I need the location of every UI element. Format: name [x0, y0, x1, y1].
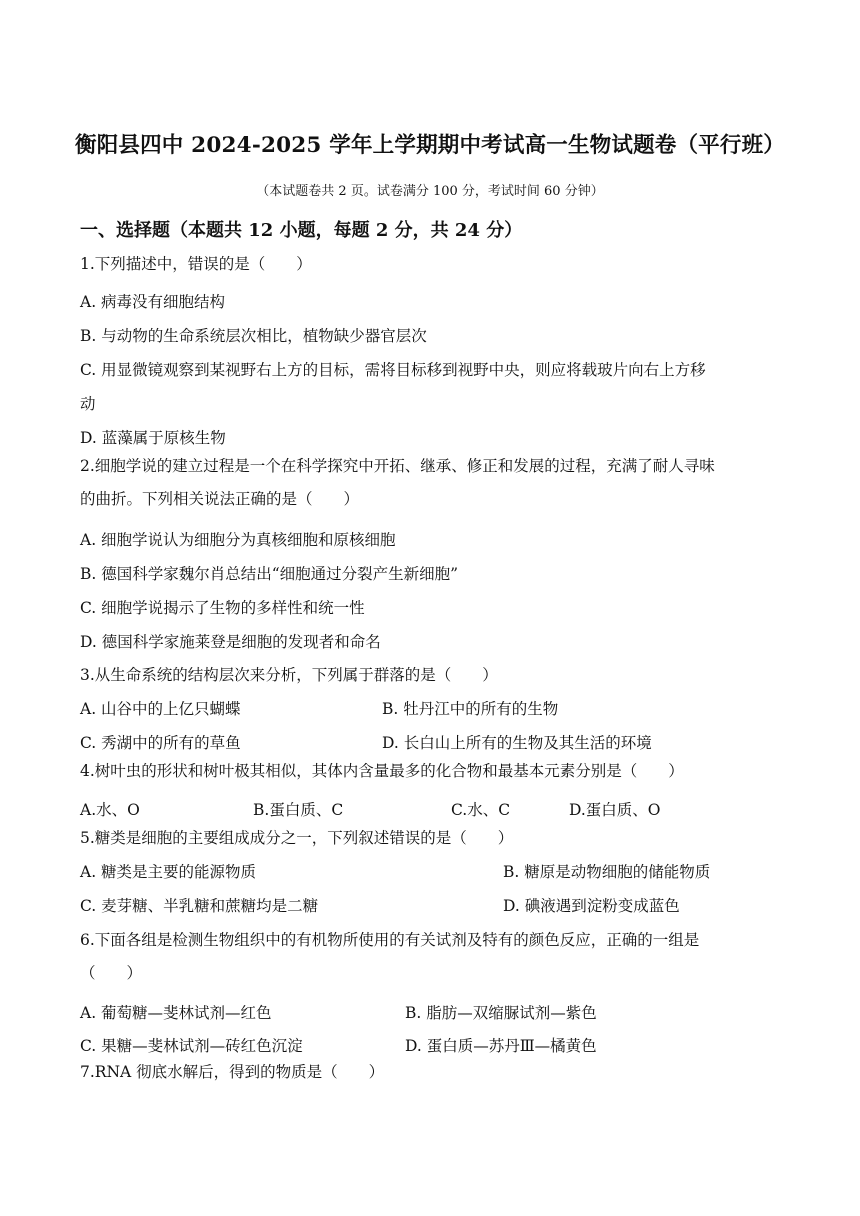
q6-option-a: A. 葡萄糖—斐林试剂—红色 — [80, 1004, 272, 1022]
q1-stem: 1.下列描述中，错误的是（ ） — [80, 255, 312, 273]
q1-option-c-cont: 动 — [80, 395, 96, 413]
q5-option-d: D. 碘液遇到淀粉变成蓝色 — [503, 897, 680, 915]
q6-option-c: C. 果糖—斐林试剂—砖红色沉淀 — [80, 1037, 303, 1055]
q1-option-d: D. 蓝藻属于原核生物 — [80, 429, 226, 447]
q3-option-d: D. 长白山上所有的生物及其生活的环境 — [382, 734, 652, 752]
q2-option-d: D. 德国科学家施莱登是细胞的发现者和命名 — [80, 633, 381, 651]
q3-option-c: C. 秀湖中的所有的草鱼 — [80, 734, 241, 752]
q1-option-b: B. 与动物的生命系统层次相比，植物缺少器官层次 — [80, 327, 427, 345]
q2-option-b: B. 德国科学家魏尔肖总结出“细胞通过分裂产生新细胞” — [80, 565, 459, 583]
q2-option-c: C. 细胞学说揭示了生物的多样性和统一性 — [80, 599, 365, 617]
q2-option-a: A. 细胞学说认为细胞分为真核细胞和原核细胞 — [80, 531, 396, 549]
q3-option-b: B. 牡丹江中的所有的生物 — [382, 700, 559, 718]
q4-option-b: B.蛋白质、C — [253, 801, 344, 819]
q2-stem-cont: 的曲折。下列相关说法正确的是（ ） — [80, 490, 360, 508]
q2-stem: 2.细胞学说的建立过程是一个在科学探究中开拓、继承、修正和发展的过程，充满了耐人寻味 — [80, 457, 715, 475]
q4-stem: 4.树叶虫的形状和树叶极其相似，其体内含量最多的化合物和最基本元素分别是（ ） — [80, 762, 684, 780]
q5-option-a: A. 糖类是主要的能源物质 — [80, 863, 257, 881]
q6-stem: 6.下面各组是检测生物组织中的有机物所使用的有关试剂及特有的颜色反应，正确的一组是 — [80, 931, 700, 949]
q6-stem-cont: （ ） — [80, 964, 143, 982]
q6-option-d: D. 蛋白质—苏丹Ⅲ—橘黄色 — [405, 1037, 597, 1055]
q3-option-a: A. 山谷中的上亿只蝴蝶 — [80, 700, 241, 718]
q5-option-b: B. 糖原是动物细胞的储能物质 — [503, 863, 711, 881]
exam-title: 衡阳县四中 2024-2025 学年上学期期中考试高一生物试题卷（平行班） — [75, 133, 785, 158]
q1-option-c: C. 用显微镜观察到某视野右上方的目标，需将目标移到视野中央，则应将载玻片向右上方移 — [80, 361, 706, 379]
q4-option-a: A.水、O — [80, 801, 140, 819]
q5-stem: 5.糖类是细胞的主要组成成分之一，下列叙述错误的是（ ） — [80, 829, 514, 847]
exam-subtitle: （本试题卷共 2 页。试卷满分 100 分，考试时间 60 分钟） — [256, 184, 604, 199]
section-heading: 一、选择题（本题共 12 小题，每题 2 分，共 24 分） — [80, 220, 523, 241]
q5-option-c: C. 麦芽糖、半乳糖和蔗糖均是二糖 — [80, 897, 319, 915]
q6-option-b: B. 脂肪—双缩脲试剂—紫色 — [405, 1004, 597, 1022]
q1-option-a: A. 病毒没有细胞结构 — [80, 293, 226, 311]
q4-option-d: D.蛋白质、O — [569, 801, 661, 819]
q7-stem: 7.RNA 彻底水解后，得到的物质是（ ） — [80, 1063, 385, 1081]
q3-stem: 3.从生命系统的结构层次来分析，下列属于群落的是（ ） — [80, 666, 498, 684]
q4-option-c: C.水、C — [451, 801, 511, 819]
